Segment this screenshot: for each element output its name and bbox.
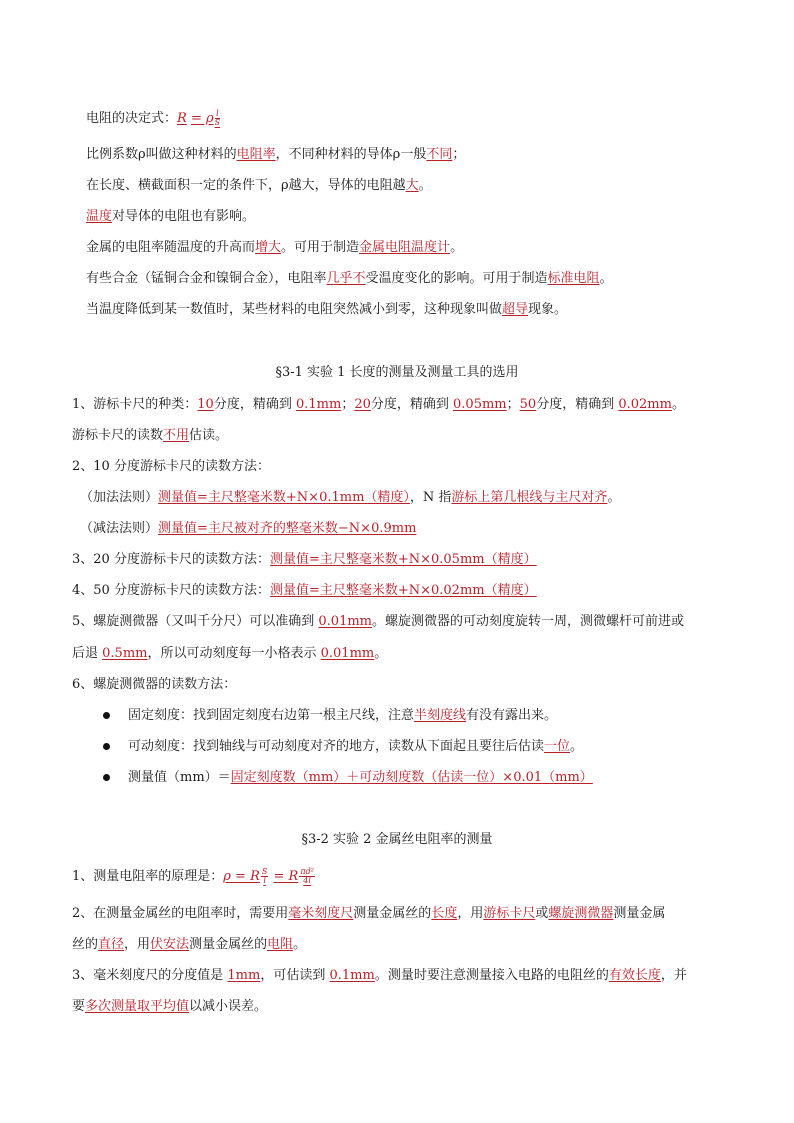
resistance-formula-line	[86, 110, 734, 128]
text-line	[72, 967, 734, 985]
text: ，N 指	[409, 490, 452, 505]
answer: 测量值=主尺整毫米数+N×0.05mm（精度）	[269, 552, 537, 567]
text: 测量金属丝的	[189, 937, 268, 952]
formula-r: R	[177, 111, 187, 126]
text: 。	[374, 646, 388, 661]
answer: 标准电阻	[547, 271, 600, 286]
text: 。	[607, 490, 621, 505]
text: 有没有露出来。	[466, 708, 558, 723]
text: ，不同种材料的导体ρ一般	[275, 147, 427, 162]
text: 现象。	[528, 302, 568, 317]
text-line	[86, 146, 734, 164]
text: 。	[671, 397, 685, 412]
answer: 金属电阻温度计	[359, 240, 451, 255]
text: 受温度变化的影响。可用于制造	[365, 271, 548, 286]
text: 。	[450, 240, 464, 255]
text-line	[86, 270, 734, 288]
text-line	[72, 551, 734, 569]
answer: 0.05mm	[453, 397, 507, 412]
formula-part: ρ = R	[223, 869, 260, 884]
text: 测量金属	[613, 906, 666, 921]
text-line	[72, 458, 734, 476]
text: 分度，精确到	[213, 397, 296, 412]
answer: 有效长度	[608, 968, 661, 983]
text: ；	[452, 147, 466, 162]
answer: 1mm	[227, 968, 261, 983]
numerator: l	[216, 109, 219, 118]
text: 要	[72, 999, 86, 1014]
text-line	[72, 396, 734, 414]
text-line	[72, 936, 734, 954]
denominator: S	[214, 118, 221, 127]
text: 2、在测量金属丝的电阻率时，需要用	[72, 906, 289, 921]
text: 电阻的决定式：	[86, 111, 178, 126]
answer: 0.1mm	[295, 397, 342, 412]
answer: 一位	[544, 739, 571, 754]
text: （减法法则）	[80, 521, 159, 536]
text-line	[72, 613, 734, 631]
text: 3、毫米刻度尺的分度值是	[72, 968, 228, 983]
answer: 游标上第几根线与主尺对齐	[451, 490, 608, 505]
fraction-l-over-s	[215, 110, 220, 127]
answer: 测量值=主尺被对齐的整毫米数−N×0.9mm	[158, 521, 417, 536]
answer: 测量值=主尺整毫米数+N×0.02mm（精度）	[269, 583, 537, 598]
text-line	[128, 707, 734, 725]
answer: 0.1mm	[329, 968, 375, 983]
bullet-icon	[103, 712, 110, 719]
fraction-pi-d2-over-4l	[299, 868, 315, 885]
text-line	[86, 208, 734, 226]
text: 或	[535, 906, 549, 921]
text: 。螺旋测微器的可动刻度旋转一周，测微螺杆可前进或	[372, 614, 685, 629]
resistivity-formula-line	[72, 868, 734, 886]
answer: 电阻	[267, 937, 294, 952]
text: 分度，精确到	[370, 397, 454, 412]
text-line	[80, 520, 734, 538]
text-line	[128, 769, 734, 787]
denominator: l	[263, 876, 266, 885]
answer: 伏安法	[150, 937, 190, 952]
answer: 毫米刻度尺	[288, 906, 354, 921]
numerator: S	[261, 867, 268, 876]
text: 。测量时要注意测量接入电路的电阻丝的	[374, 968, 609, 983]
text-line	[72, 998, 734, 1016]
text: ；	[341, 397, 355, 412]
text-line	[86, 301, 734, 319]
text: 2、10 分度游标卡尺的读数方法：	[72, 459, 270, 474]
text: 测量金属丝的	[353, 906, 432, 921]
text: 金属的电阻率随温度的升高而	[86, 240, 256, 255]
text: 丝的	[72, 937, 99, 952]
text: 。	[570, 739, 584, 754]
answer: 10	[197, 397, 214, 412]
text-line	[128, 738, 734, 756]
text: 以减小误差。	[189, 999, 268, 1014]
answer: 超导	[502, 302, 529, 317]
answer: 固定刻度数（mm）＋可动刻度数（估读一位）×0.01（mm）	[230, 770, 593, 785]
bullet-icon	[103, 774, 110, 781]
answer: 0.02mm	[618, 397, 672, 412]
text: 3、20 分度游标卡尺的读数方法：	[72, 552, 270, 567]
text: 在长度、横截面积一定的条件下，ρ越大，导体的电阻越	[86, 178, 406, 193]
text: ，用	[457, 906, 484, 921]
answer: 长度	[431, 906, 458, 921]
text: 。可用于制造	[281, 240, 360, 255]
denominator: 4l	[303, 876, 311, 885]
text: 对导体的电阻也有影响。	[112, 209, 256, 224]
text: ，用	[124, 937, 151, 952]
text: ；	[506, 397, 520, 412]
answer: 大	[405, 178, 419, 193]
text: ，可估读到	[260, 968, 330, 983]
answer: 增大	[255, 240, 282, 255]
text-line	[72, 905, 734, 923]
answer: 0.01mm	[320, 646, 375, 661]
section-title: §3-1 实验 1 长度的测量及测量工具的选用	[275, 365, 519, 380]
answer: 0.01mm	[318, 614, 373, 629]
text: 分度，精确到	[536, 397, 619, 412]
answer: 电阻率	[236, 147, 276, 162]
answer: 游标卡尺	[483, 906, 536, 921]
answer: 多次测量取平均值	[85, 999, 190, 1014]
text-line	[86, 177, 734, 195]
numerator: πd²	[300, 867, 314, 876]
formula-rho: = ρ	[190, 111, 214, 126]
text: 估读。	[189, 428, 229, 443]
text: 比例系数ρ叫做这种材料的	[86, 147, 237, 162]
text-line	[72, 645, 734, 663]
text: （加法法则）	[80, 490, 159, 505]
text: 6、螺旋测微器的读数方法：	[72, 677, 237, 692]
text: 游标卡尺的读数	[72, 428, 164, 443]
answer: 不用	[163, 428, 190, 443]
answer: 直径	[98, 937, 125, 952]
text-line	[86, 239, 734, 257]
text: 。	[418, 178, 432, 193]
answer: 几乎不	[326, 271, 366, 286]
fraction-s-over-l	[261, 868, 268, 885]
text: ，所以可动刻度每一小格表示	[147, 646, 321, 661]
text: ，并	[660, 968, 687, 983]
answer: 0.5mm	[102, 646, 148, 661]
answer: 20	[354, 397, 371, 412]
text-line	[72, 676, 734, 694]
text: 1、测量电阻率的原理是：	[72, 869, 224, 884]
answer: 半刻度线	[414, 708, 467, 723]
answer: 温度	[86, 209, 113, 224]
text-line	[80, 489, 734, 507]
text: 1、游标卡尺的种类：	[72, 397, 198, 412]
formula-part: = R	[273, 869, 299, 884]
text: 固定刻度：找到固定刻度右边第一根主尺线，注意	[128, 708, 415, 723]
text: 当温度降低到某一数值时，某些材料的电阻突然减小到零，这种现象叫做	[86, 302, 503, 317]
section-title: §3-2 实验 2 金属丝电阻率的测量	[301, 832, 493, 847]
text: 5、螺旋测微器（又叫千分尺）可以准确到	[72, 614, 319, 629]
text: 。	[293, 937, 307, 952]
text-line	[72, 427, 734, 445]
text: 有些合金（锰铜合金和镍铜合金），电阻率	[86, 271, 327, 286]
text: 测量值（mm）＝	[128, 770, 231, 785]
text: 4、50 分度游标卡尺的读数方法：	[72, 583, 270, 598]
text-line	[72, 582, 734, 600]
text: 可动刻度：找到轴线与可动刻度对齐的地方，读数从下面起且要往后估读	[128, 739, 545, 754]
answer: 50	[519, 397, 537, 412]
text: 。	[599, 271, 613, 286]
answer: 不同	[426, 147, 453, 162]
answer: 螺旋测微器	[548, 906, 614, 921]
answer: 测量值=主尺整毫米数+N×0.1mm（精度）	[158, 490, 410, 505]
bullet-icon	[103, 743, 110, 750]
text: 后退	[72, 646, 103, 661]
